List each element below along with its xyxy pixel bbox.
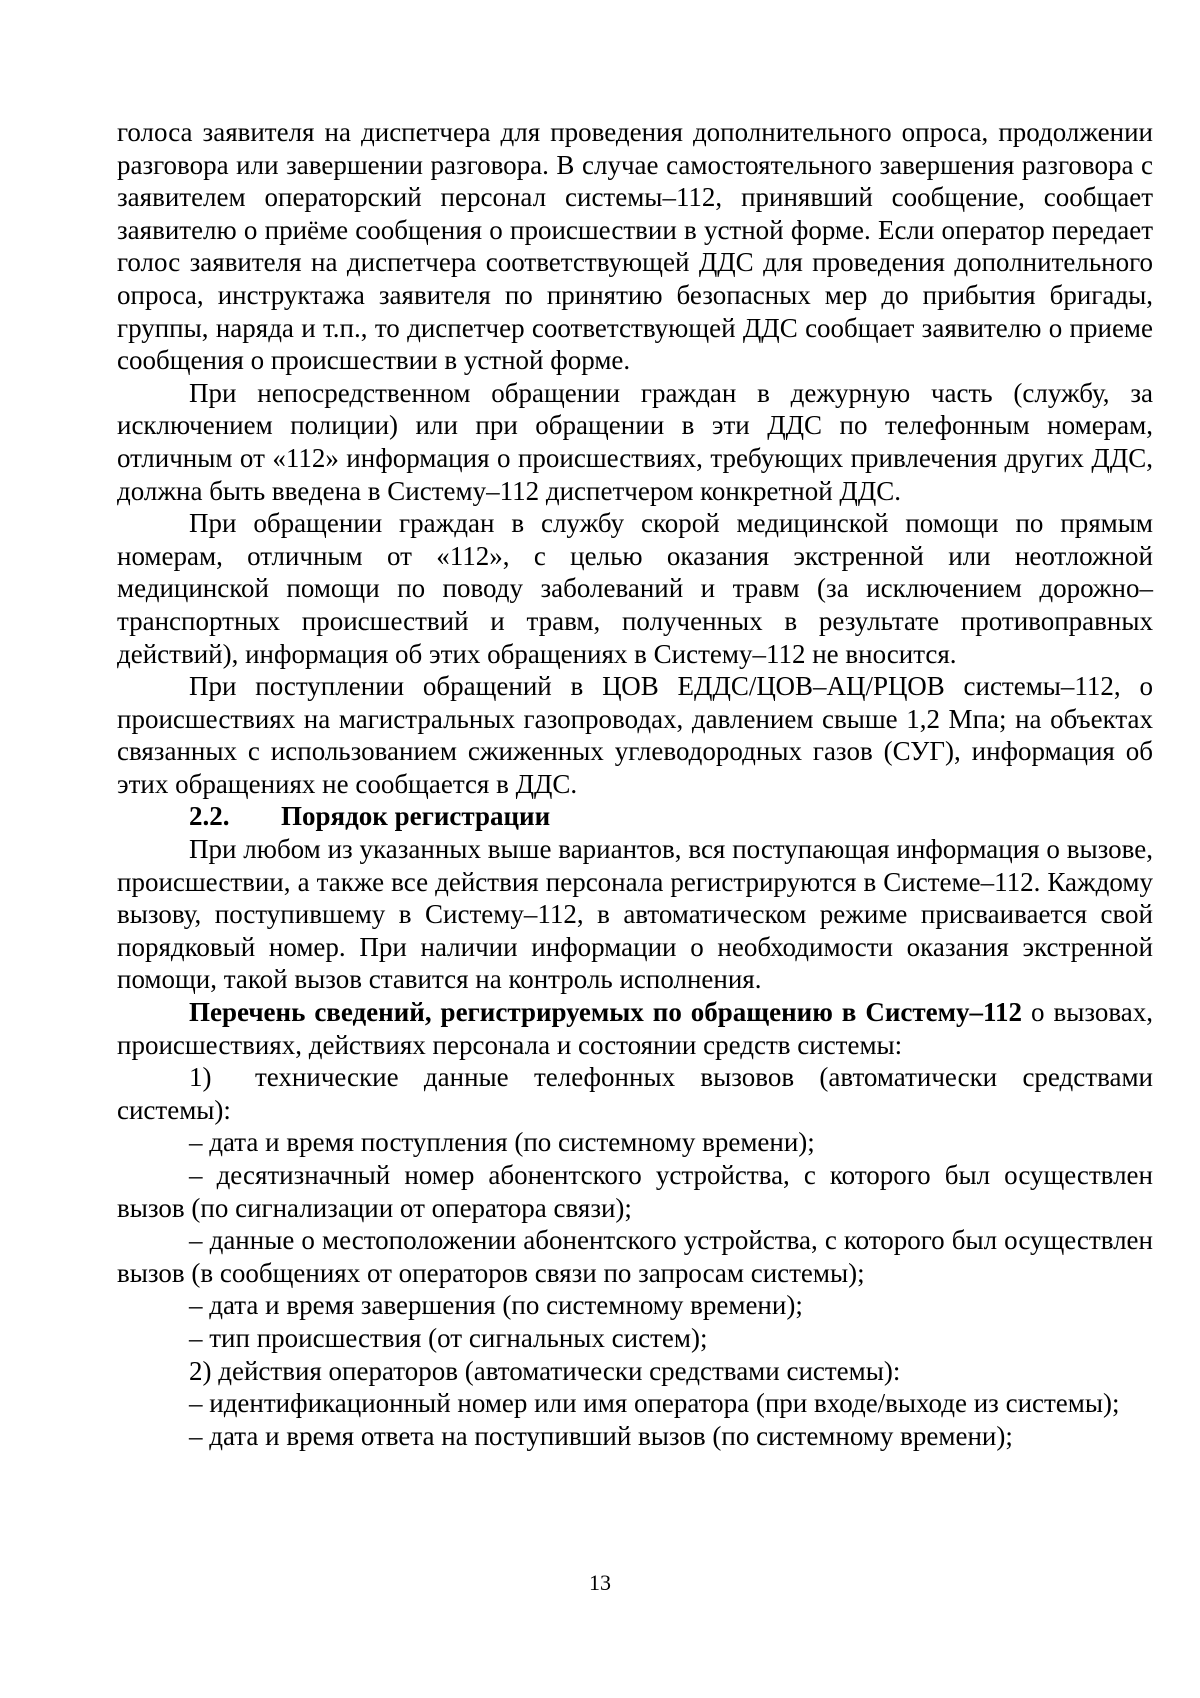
list-subitem: – дата и время ответа на поступивший вызов (по системному времени); [189, 1420, 1013, 1451]
paragraph-direct-appeal: При непосредственном обращении граждан в дежурную часть (службу, за исключением полиции) или при обращении в эти ДДС по телефонным номерам, отличным от «112» информация о происшествиях, требующих привлечения других ДДС, должна быть введена в Систему–112 диспетчером конкретной ДДС. [117, 377, 1153, 506]
page-number: 13 [589, 1570, 611, 1595]
list-item-2: 2) действия операторов (автоматически средствами системы): [189, 1355, 901, 1386]
paragraph-ambulance: При обращении граждан в службу скорой медицинской помощи по прямым номерам, отличным от «112», с целью оказания экстренной или неотложной медицинской помощи по поводу заболеваний и травм (за исключением дорожно–транспортных происшествий и травм, полученных в результате противоправных действий), информация об этих обращениях в Систему–112 не вносится. [117, 508, 1153, 669]
list-subitem: – тип происшествия (от сигнальных систем); [189, 1322, 708, 1353]
paragraph-gas: При поступлении обращений в ЦОВ ЕДДС/ЦОВ–АЦ/РЦОВ системы–112, о происшествиях на магистральных газопроводах, давлением свыше 1,2 Мпа; на объектах связанных с использованием сжиженных углеводородных газов (СУГ), информация об этих обращениях не сообщается в ДДС. [117, 671, 1153, 799]
paragraph-list-intro [117, 996, 1153, 1061]
section-heading [117, 800, 1153, 833]
section-number: 2.2. [189, 801, 230, 832]
list-subitem: – идентификационный номер или имя оператора (при входе/выходе из системы); [189, 1388, 1120, 1419]
body-text [117, 116, 1153, 1452]
paragraph-continuation: голоса заявителя на диспетчера для проведения дополнительного опроса, продолжении разговора или завершении разговора. В случае самостоятельного завершения разговора с заявителем операторский персонал системы–112, принявший сообщение, сообщает заявителю о приёме сообщения о происшествии в устной форме. Если оператор передает голос заявителя на диспетчера соответствующей ДДС для проведения дополнительного опроса, инструктажа заявителя по принятию безопасных мер до прибытия бригады, группы, наряда и т.п., то диспетчер соответствующей ДДС сообщает заявителю о приеме сообщения о происшествии в устной форме. [117, 117, 1153, 376]
list-intro-bold: Перечень сведений, регистрируемых по обращению в Систему–112 [189, 997, 1023, 1028]
list-subitem: – дата и время поступления (по системному времени); [189, 1127, 815, 1158]
list-item-1 [117, 1061, 1153, 1126]
list-intro-rest: о вызовах, происшествиях, действиях персонала и состоянии средств системы: [117, 997, 1153, 1060]
section-title: Порядок регистрации [281, 801, 551, 832]
list-item-1-text: технические данные телефонных вызовов (автоматически средствами системы): [117, 1062, 1153, 1125]
list-subitem: – десятизначный номер абонентского устройства, с которого был осуществлен вызов (по сигнализации от оператора связи); [117, 1160, 1153, 1223]
paragraph-registration: При любом из указанных выше вариантов, вся поступающая информация о вызове, происшествии, а также все действия персонала регистрируются в Системе–112. Каждому вызову, поступившему в Систему–112, в автоматическом режиме присваивается свой порядковый номер. При наличии информации о необходимости оказания экстренной помощи, такой вызов ставится на контроль исполнения. [117, 834, 1153, 995]
list-item-1-number: 1) [189, 1062, 212, 1093]
list-subitem: – дата и время завершения (по системному времени); [189, 1290, 803, 1321]
list-subitem: – данные о местоположении абонентского устройства, с которого был осуществлен вызов (в сообщениях от операторов связи по запросам системы); [117, 1225, 1153, 1288]
